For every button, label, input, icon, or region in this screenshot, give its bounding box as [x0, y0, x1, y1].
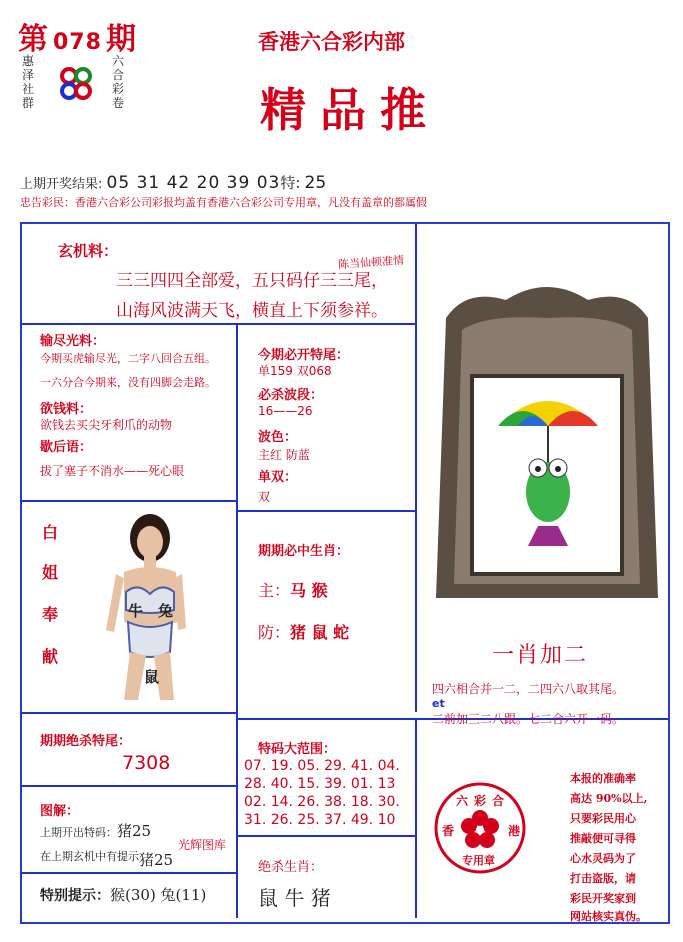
- divider: [238, 835, 415, 837]
- mirror-frame-image: [426, 278, 668, 612]
- shuxiao-label-2: 欲钱料：: [40, 402, 93, 417]
- tema-value-4: 双: [258, 490, 271, 504]
- girl-vertical-1: 白: [42, 523, 59, 542]
- tujie-line-2: 在上期玄机中有提示猪25: [40, 850, 174, 869]
- temafan-row-2: 28. 40. 15. 39. 01. 13: [244, 776, 396, 792]
- temafan-row-3: 02. 14. 26. 38. 18. 30.: [244, 794, 400, 810]
- juesha-shengxiao-value: 鼠 牛 猪: [258, 886, 331, 910]
- shengxiao-label: 期期必中生肖：: [258, 544, 350, 559]
- tema-label-3: 波色：: [258, 430, 298, 445]
- notice-line-5: 心水灵码为了: [570, 852, 636, 865]
- shuxiao-text-2: 欲钱去买尖牙利爪的动物: [40, 418, 173, 432]
- xuanji-line-1: 三三四四全部爱，五只码仔三三尾，: [116, 271, 388, 291]
- tujie-line-1: 上期开出特码：猪25: [40, 822, 152, 840]
- last-result: 上期开奖结果: 05 31 42 20 39 03特: 25: [20, 173, 327, 193]
- temafan-label: 特码大范围：: [258, 742, 337, 757]
- riddle-line-1: 四六相合并一二，二四六八取其尾。: [432, 682, 625, 696]
- warning-text: 忠告彩民：香港六合彩公司彩报均盖有香港六合彩公司专用章，凡没有盖章的都属假: [20, 196, 427, 209]
- girl-vertical-3: 奉: [42, 605, 59, 624]
- seal-bottom: 专用章: [462, 854, 495, 867]
- girl-overlay-3: 鼠: [144, 668, 160, 686]
- divider: [238, 510, 415, 512]
- tujie-label: 图解：: [40, 804, 80, 819]
- divider: [20, 712, 236, 714]
- divider: [415, 718, 417, 918]
- divider: [20, 785, 236, 787]
- left-vertical-text-1: 惠泽社群: [22, 54, 35, 110]
- tujie-stamp: 光辉图库: [178, 838, 227, 852]
- tebie-tishi: 特别提示：猴(30) 兔(11): [40, 886, 207, 904]
- notice-line-3: 只要彩民用心: [570, 812, 636, 825]
- riddle-tag: et: [432, 697, 445, 710]
- left-vertical-text-2: 六合彩卷: [112, 54, 125, 110]
- tema-value-2: 16——26: [258, 404, 313, 418]
- juesha-label: 期期绝杀特尾：: [40, 734, 132, 749]
- girl-overlay-2: 兔: [158, 602, 174, 620]
- notice-line-4: 推敲便可寻得: [570, 832, 636, 845]
- shengxiao-alt: 防：猪 鼠 蛇: [258, 623, 350, 642]
- xuanji-overlay: 陈当仙顿准情: [337, 253, 405, 272]
- tema-label-1: 今期必开特尾：: [258, 348, 350, 363]
- juesha-shengxiao-label: 绝杀生肖：: [258, 860, 324, 875]
- divider: [20, 500, 236, 502]
- divider: [20, 872, 236, 874]
- shuxiao-text-1b: 一六分合今期来，没有四脚会走路。: [40, 376, 216, 389]
- logo-icon: [56, 64, 96, 104]
- seal-right: 港: [508, 824, 521, 838]
- notice-line-8: 网站核实真伪。: [570, 910, 647, 923]
- notice-line-7: 彩民开奖家到: [570, 892, 636, 905]
- seal-top: 六彩合: [456, 794, 511, 808]
- riddle-title: 一肖加二: [492, 643, 589, 668]
- tema-label-2: 必杀波段：: [258, 388, 324, 403]
- paper-title: 香港六合彩内部: [258, 29, 405, 54]
- shengxiao-main: 主：马 猴: [258, 581, 328, 600]
- shuxiao-label-1: 输尽光料：: [40, 334, 106, 349]
- tema-value-1: 单159 双068: [258, 364, 332, 378]
- notice-line-1: 本报的准确率: [570, 772, 636, 785]
- xuanji-label: 玄机料：: [58, 242, 119, 260]
- big-title: 精品推: [260, 83, 440, 137]
- tema-value-3: 主红 防蓝: [258, 448, 310, 462]
- notice-line-6: 打击盗版，请: [570, 872, 636, 885]
- temafan-row-4: 31. 26. 25. 37. 49. 10: [244, 812, 396, 828]
- tema-label-4: 单双：: [258, 470, 298, 485]
- temafan-row-1: 07. 19. 05. 29. 41. 04.: [244, 758, 400, 774]
- notice-line-2: 高达 90%以上,: [570, 792, 648, 805]
- shuxiao-text-1a: 今期买虎输尽光，二字八回合五组。: [40, 352, 216, 365]
- divider: [20, 323, 415, 325]
- shuxiao-label-3: 歇后语：: [40, 440, 93, 455]
- girl-vertical-4: 献: [42, 647, 59, 666]
- divider: [415, 222, 417, 712]
- girl-vertical-2: 姐: [42, 563, 59, 582]
- riddle-line-2: 二前加三二八跟。七二合六开一码。: [432, 712, 625, 726]
- juesha-value: 7308: [122, 752, 171, 774]
- issue-number: 第 078 期: [18, 22, 137, 57]
- seal-left: 香: [442, 824, 455, 838]
- shuxiao-text-3: 拔了塞子不消水——死心眼: [40, 464, 185, 478]
- xuanji-line-2: 山海风波满天飞，横直上下须参祥。: [116, 301, 388, 321]
- girl-overlay-1: 牛: [128, 602, 144, 620]
- divider: [236, 323, 238, 918]
